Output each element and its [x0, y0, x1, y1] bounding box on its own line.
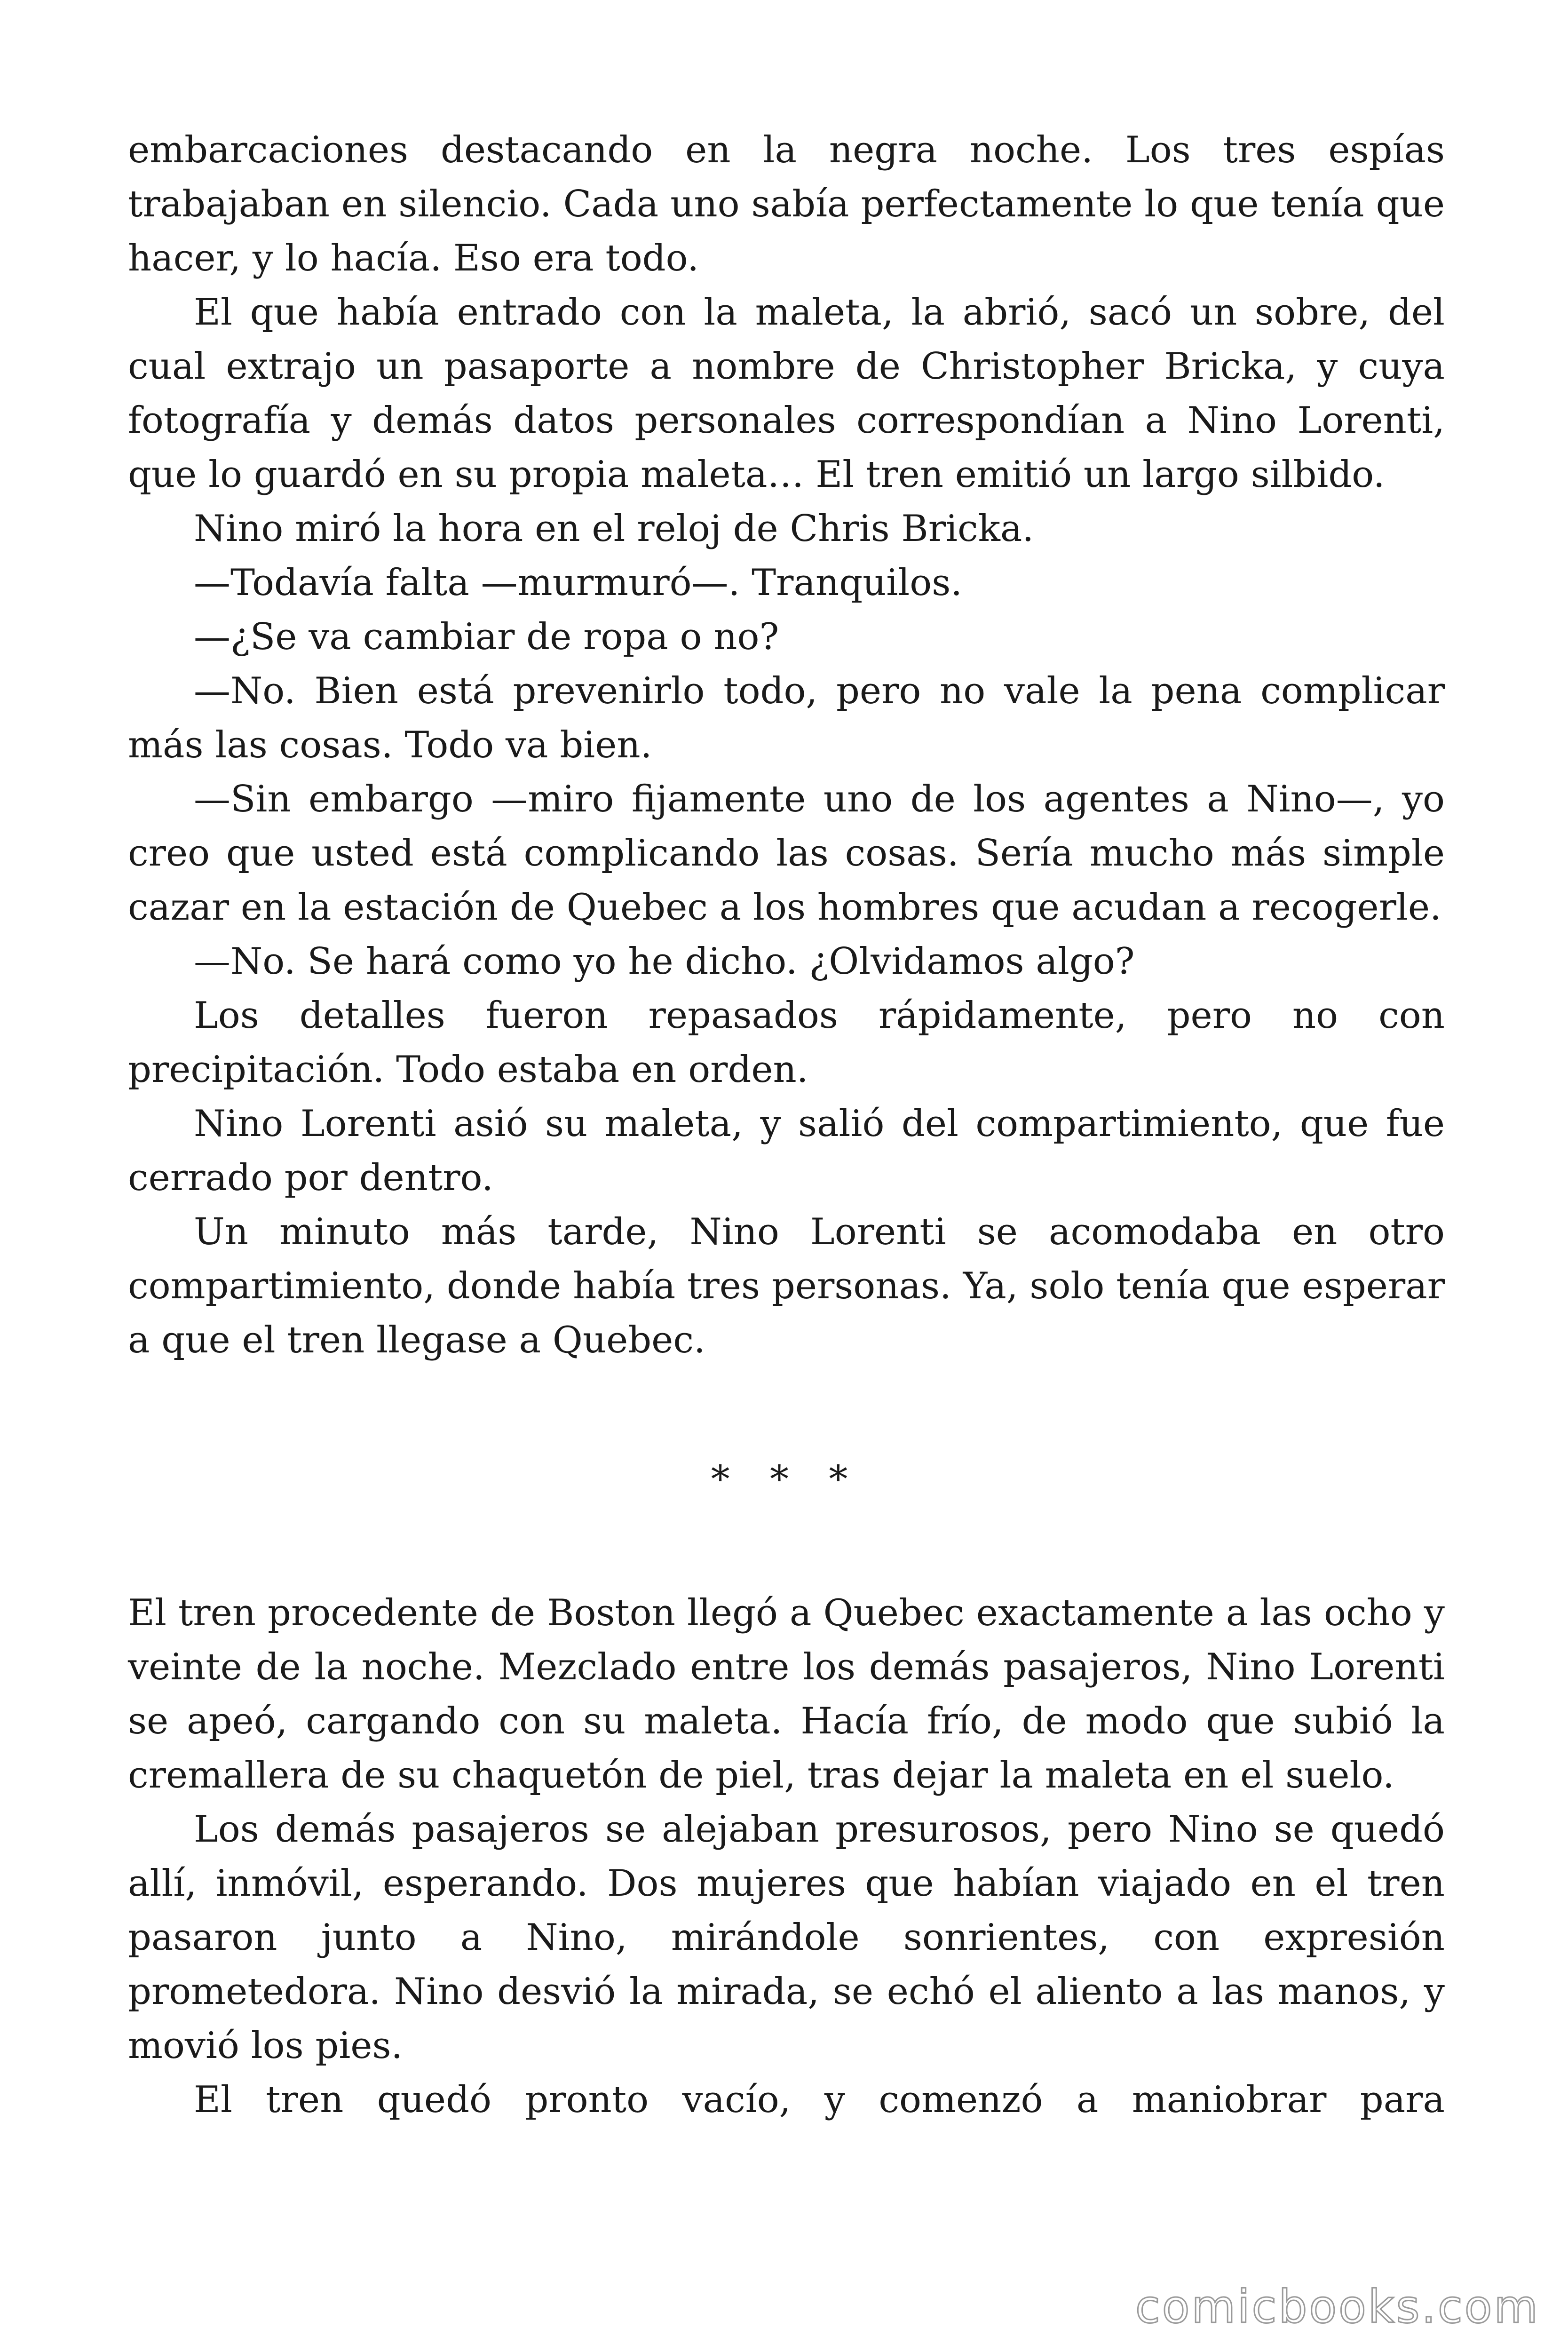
dialogue-line: —Sin embargo —miro fijamente uno de los agentes a Nino—, yo creo que usted está complicando las cosas. Sería mucho más simple cazar en la estación de Quebec a los hombres que acudan a recogerle.: [128, 778, 1445, 929]
book-page: [128, 123, 1445, 2127]
paragraph: Nino miró la hora en el reloj de Chris Bricka.: [194, 508, 1034, 550]
site-watermark: comicbooks.com: [1135, 2280, 1540, 2333]
text-block-bottom: [128, 1586, 1445, 2127]
paragraph: El que había entrado con la maleta, la abrió, sacó un sobre, del cual extrajo un pasaporte a nombre de Christopher Bricka, y cuya fotografía y demás datos personales correspondían a Nino Lorenti, que lo guardó en su propia maleta… El tren emitió un largo silbido.: [128, 291, 1445, 496]
paragraph: embarcaciones destacando en la negra noche. Los tres espías trabajaban en silencio. Cada uno sabía perfectamente lo que tenía que hacer, y lo hacía. Eso era todo.: [128, 129, 1445, 279]
dialogue-line: —No. Bien está prevenirlo todo, pero no vale la pena complicar más las cosas. Todo va bien.: [128, 670, 1445, 766]
paragraph: Nino Lorenti asió su maleta, y salió del compartimiento, que fue cerrado por dentro.: [128, 1103, 1445, 1199]
paragraph: Los demás pasajeros se alejaban presurosos, pero Nino se quedó allí, inmóvil, esperando. Dos mujeres que habían viajado en el tren pasaron junto a Nino, mirándole sonrientes, con expresión prometedora. Nino desvió la mirada, se echó el aliento a las manos, y movió los pies.: [128, 1808, 1445, 2067]
paragraph: El tren quedó pronto vacío, y comenzó a maniobrar para: [194, 2079, 1445, 2121]
dialogue-line: —Todavía falta —murmuró—. Tranquilos.: [194, 562, 963, 604]
section-break: * * *: [711, 1457, 862, 1501]
paragraph: El tren procedente de Boston llegó a Quebec exactamente a las ocho y veinte de la noche. Mezclado entre los demás pasajeros, Nino Lorenti se apeó, cargando con su maleta. Hacía frío, de modo que subió la cremallera de su chaquetón de piel, tras dejar la maleta en el suelo.: [128, 1592, 1445, 1796]
paragraph: Un minuto más tarde, Nino Lorenti se acomodaba en otro compartimiento, donde había tres personas. Ya, solo tenía que esperar a que el tren llegase a Quebec.: [128, 1211, 1445, 1361]
dialogue-line: —No. Se hará como yo he dicho. ¿Olvidamos algo?: [194, 940, 1135, 983]
paragraph: Los detalles fueron repasados rápidamente, pero no con precipitación. Todo estaba en orden.: [128, 994, 1445, 1091]
text-block-top: [128, 123, 1445, 1367]
dialogue-line: —¿Se va cambiar de ropa o no?: [194, 616, 779, 658]
